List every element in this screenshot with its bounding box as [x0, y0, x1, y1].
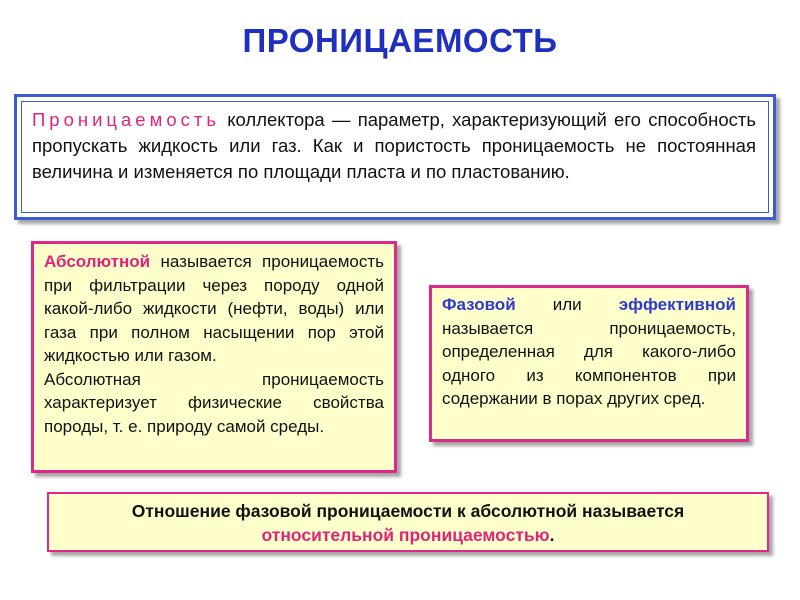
absolute-term: Абсолютной — [44, 252, 151, 271]
definition-term: Проницаемость — [32, 109, 220, 130]
phase-connector: или — [552, 295, 582, 314]
absolute-text-2: Абсолютная проницаемость характеризует физические свойства породы, т. е. природу самой среды. — [44, 369, 384, 436]
phase-text: называется проницаемость, определенная для какого-либо одного из компонентов при содержании в порах других сред. — [442, 318, 736, 408]
relative-permeability-box — [47, 492, 769, 552]
definition-body: коллектора — параметр, характеризующий его способность пропускать жидкость или газ. Как и пористость проницаемость не постоянная величина и изменяется по площади пласта и по пластованию. — [32, 109, 756, 182]
effective-term: эффективной — [618, 295, 736, 314]
relative-term: относительной проницаемостью — [261, 525, 550, 545]
page-title: ПРОНИЦАЕМОСТЬ — [242, 22, 558, 59]
relative-line: Отношение фазовой проницаемости к абсолютной называется — [131, 501, 685, 521]
definition-text — [21, 101, 769, 213]
relative-end: . — [549, 525, 555, 545]
absolute-permeability-box — [31, 241, 397, 473]
absolute-text: называется проницаемость при фильтрации через породу одной какой-либо жидкости (нефти, воды) или газа при полном насыщении пор этой жидкостью или газом. — [44, 252, 384, 365]
definition-box — [14, 94, 776, 220]
phase-permeability-box — [429, 285, 749, 442]
phase-term: Фазовой — [442, 295, 516, 314]
